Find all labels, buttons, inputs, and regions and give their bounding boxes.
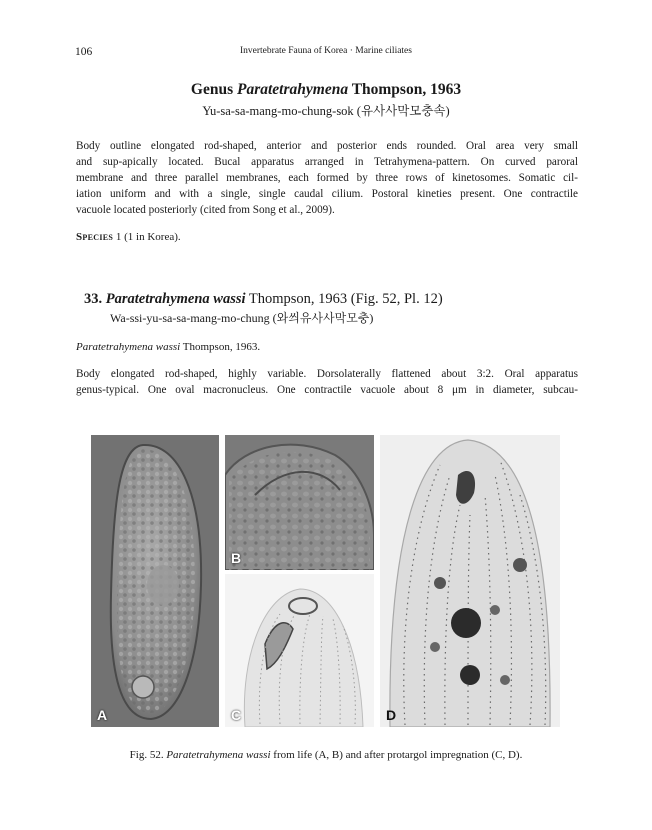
- caption-species: Paratetrahymena wassi: [166, 749, 271, 761]
- genus-prefix: Genus: [190, 81, 234, 98]
- species-authority: Thompson, 1963 (Fig. 52, Pl. 12): [248, 291, 443, 307]
- genus-description-line: and sup-apically located. Bucal apparatus arranged in Tetrahymena-pattern. On curved paroral: [76, 155, 578, 168]
- panel-label-c: C: [231, 707, 242, 723]
- species-description-line: Body elongated rod-shaped, highly variable. Dorsolaterally flattened about 3:2. Oral apparatus: [76, 368, 578, 380]
- synonym-name: Paratetrahymena wassi: [76, 341, 181, 353]
- panel-b-micrograph: [225, 435, 374, 570]
- genus-description-line: iation uniform and with a single, single caudal cilium. Postoral kineties present. One contractile: [76, 187, 578, 200]
- genus-title: [0, 81, 652, 99]
- panel-label-d: D: [386, 707, 397, 723]
- figure-panel-c: [225, 574, 374, 727]
- species-count-label: Species: [76, 231, 114, 243]
- genus-description: [76, 139, 578, 219]
- panel-a-micrograph: [91, 435, 219, 727]
- panel-d-micrograph: [380, 435, 560, 727]
- caption-prefix: Fig. 52.: [129, 749, 164, 761]
- species-count-value: 1 (1 in Korea).: [115, 231, 181, 243]
- running-head: Invertebrate Fauna of Korea · Marine ciliates: [240, 46, 412, 56]
- synonym-line: [76, 341, 260, 353]
- species-number: 33.: [84, 291, 103, 307]
- genus-name: Paratetrahymena: [236, 81, 349, 98]
- figure-panel-b: [225, 435, 374, 570]
- caption-text: from life (A, B) and after protargol impregnation (C, D).: [273, 749, 523, 761]
- species-description: [76, 367, 578, 399]
- species-korean-name: Wa-ssi-yu-sa-sa-mang-mo-chung (와씌유사사막모충): [110, 311, 374, 325]
- genus-authority: Thompson, 1963: [351, 81, 462, 98]
- figure-panel-d: [380, 435, 560, 727]
- synonym-authority: Thompson, 1963.: [182, 341, 261, 353]
- figure-caption: [0, 749, 652, 761]
- panel-c-micrograph: [225, 574, 374, 727]
- species-description-line: genus-typical. One oval macronucleus. One contractile vacuole about 8 μm in diameter, subcau-: [76, 383, 578, 396]
- genus-korean-name: Yu-sa-sa-mang-mo-chung-sok (유사사막모충속): [202, 104, 450, 118]
- genus-description-line: vacuole located posteriorly (cited from Song et al., 2009).: [76, 203, 335, 216]
- species-name: Paratetrahymena wassi: [105, 291, 246, 307]
- panel-label-b: B: [231, 550, 242, 566]
- genus-description-line: membrane and three parallel membranes, each formed by three rows of kinetosomes. Somatic cil-: [76, 171, 578, 184]
- figure-panel-a: [91, 435, 219, 727]
- genus-description-line: Body outline elongated rod-shaped, anterior and posterior ends rounded. Oral area very small: [76, 140, 578, 152]
- panel-label-a: A: [97, 707, 108, 723]
- page-number: 106: [75, 46, 93, 58]
- species-count: [76, 231, 181, 243]
- species-title: [84, 291, 443, 308]
